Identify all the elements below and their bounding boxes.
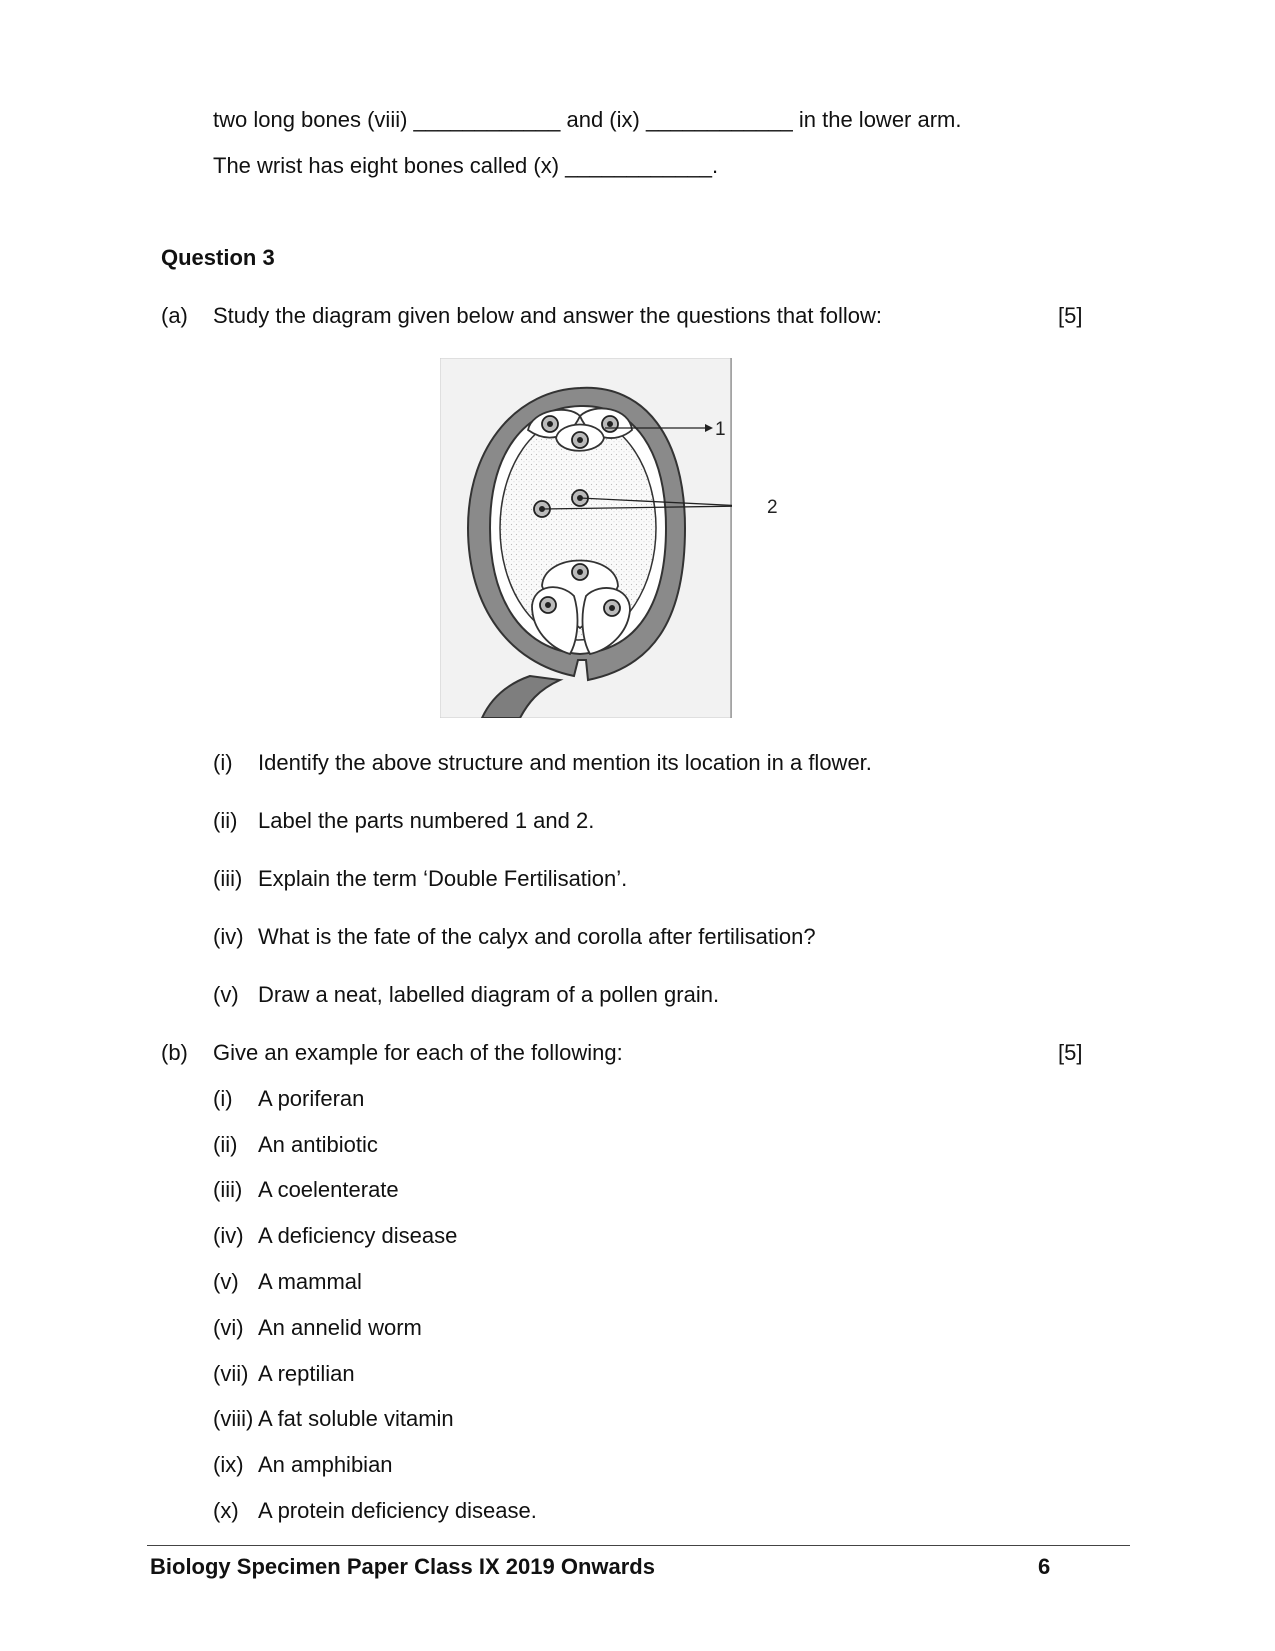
part-b-item-num: (i) [213,1086,233,1111]
page-number: 6 [1038,1554,1051,1579]
part-b-label: (b) [161,1040,188,1065]
diagram-label-2: 2 [767,497,778,518]
part-b-item-num: (ix) [213,1452,244,1477]
part-b-item-num: (vii) [213,1361,249,1386]
part-a-item-num: (v) [213,982,239,1007]
fill-blank-line-1: two long bones (viii) ____________ and (ix) ____________ in the lower arm. [213,107,962,132]
part-b-item-text: A protein deficiency disease. [258,1498,537,1523]
question-title: Question 3 [161,245,275,270]
part-b-item-text: An antibiotic [258,1132,378,1157]
part-a-item-num: (iv) [213,924,244,949]
part-a-item-text: Explain the term ‘Double Fertilisation’. [258,866,628,891]
fill-blank-line-2: The wrist has eight bones called (x) ____________. [213,153,719,178]
part-b-item-text: A mammal [258,1269,362,1294]
part-a-label: (a) [161,303,188,328]
embryo-sac-diagram [440,358,732,718]
part-b-item-text: A fat soluble vitamin [258,1406,454,1431]
part-b-prompt: Give an example for each of the following: [213,1040,623,1065]
part-a-item-num: (ii) [213,808,238,833]
part-b-item-num: (ii) [213,1132,238,1157]
part-b-item-num: (iii) [213,1177,243,1202]
diagram-label-1: 1 [715,419,726,440]
part-b-item-num: (x) [213,1498,239,1523]
part-b-item-text: A coelenterate [258,1177,399,1202]
part-b-item-text: A poriferan [258,1086,365,1111]
part-b-item-num: (viii) [213,1406,254,1431]
part-a-prompt: Study the diagram given below and answer the questions that follow: [213,303,882,328]
part-b-marks: [5] [1058,1040,1083,1065]
part-a-item-num: (iii) [213,866,243,891]
part-b-item-num: (iv) [213,1223,244,1248]
part-b-item-text: An amphibian [258,1452,393,1477]
part-a-item-num: (i) [213,750,233,775]
part-b-item-text: A reptilian [258,1361,355,1386]
part-b-item-num: (vi) [213,1315,244,1340]
part-a-item-text: Label the parts numbered 1 and 2. [258,808,595,833]
part-b-item-num: (v) [213,1269,239,1294]
footer-title: Biology Specimen Paper Class IX 2019 Onwards [150,1554,655,1579]
footer-divider [147,1545,1130,1546]
part-a-item-text: What is the fate of the calyx and corolla after fertilisation? [258,924,816,949]
part-a-item-text: Identify the above structure and mention its location in a flower. [258,750,872,775]
part-b-item-text: A deficiency disease [258,1223,458,1248]
part-a-marks: [5] [1058,303,1083,328]
part-b-item-text: An annelid worm [258,1315,422,1340]
part-a-item-text: Draw a neat, labelled diagram of a pollen grain. [258,982,720,1007]
